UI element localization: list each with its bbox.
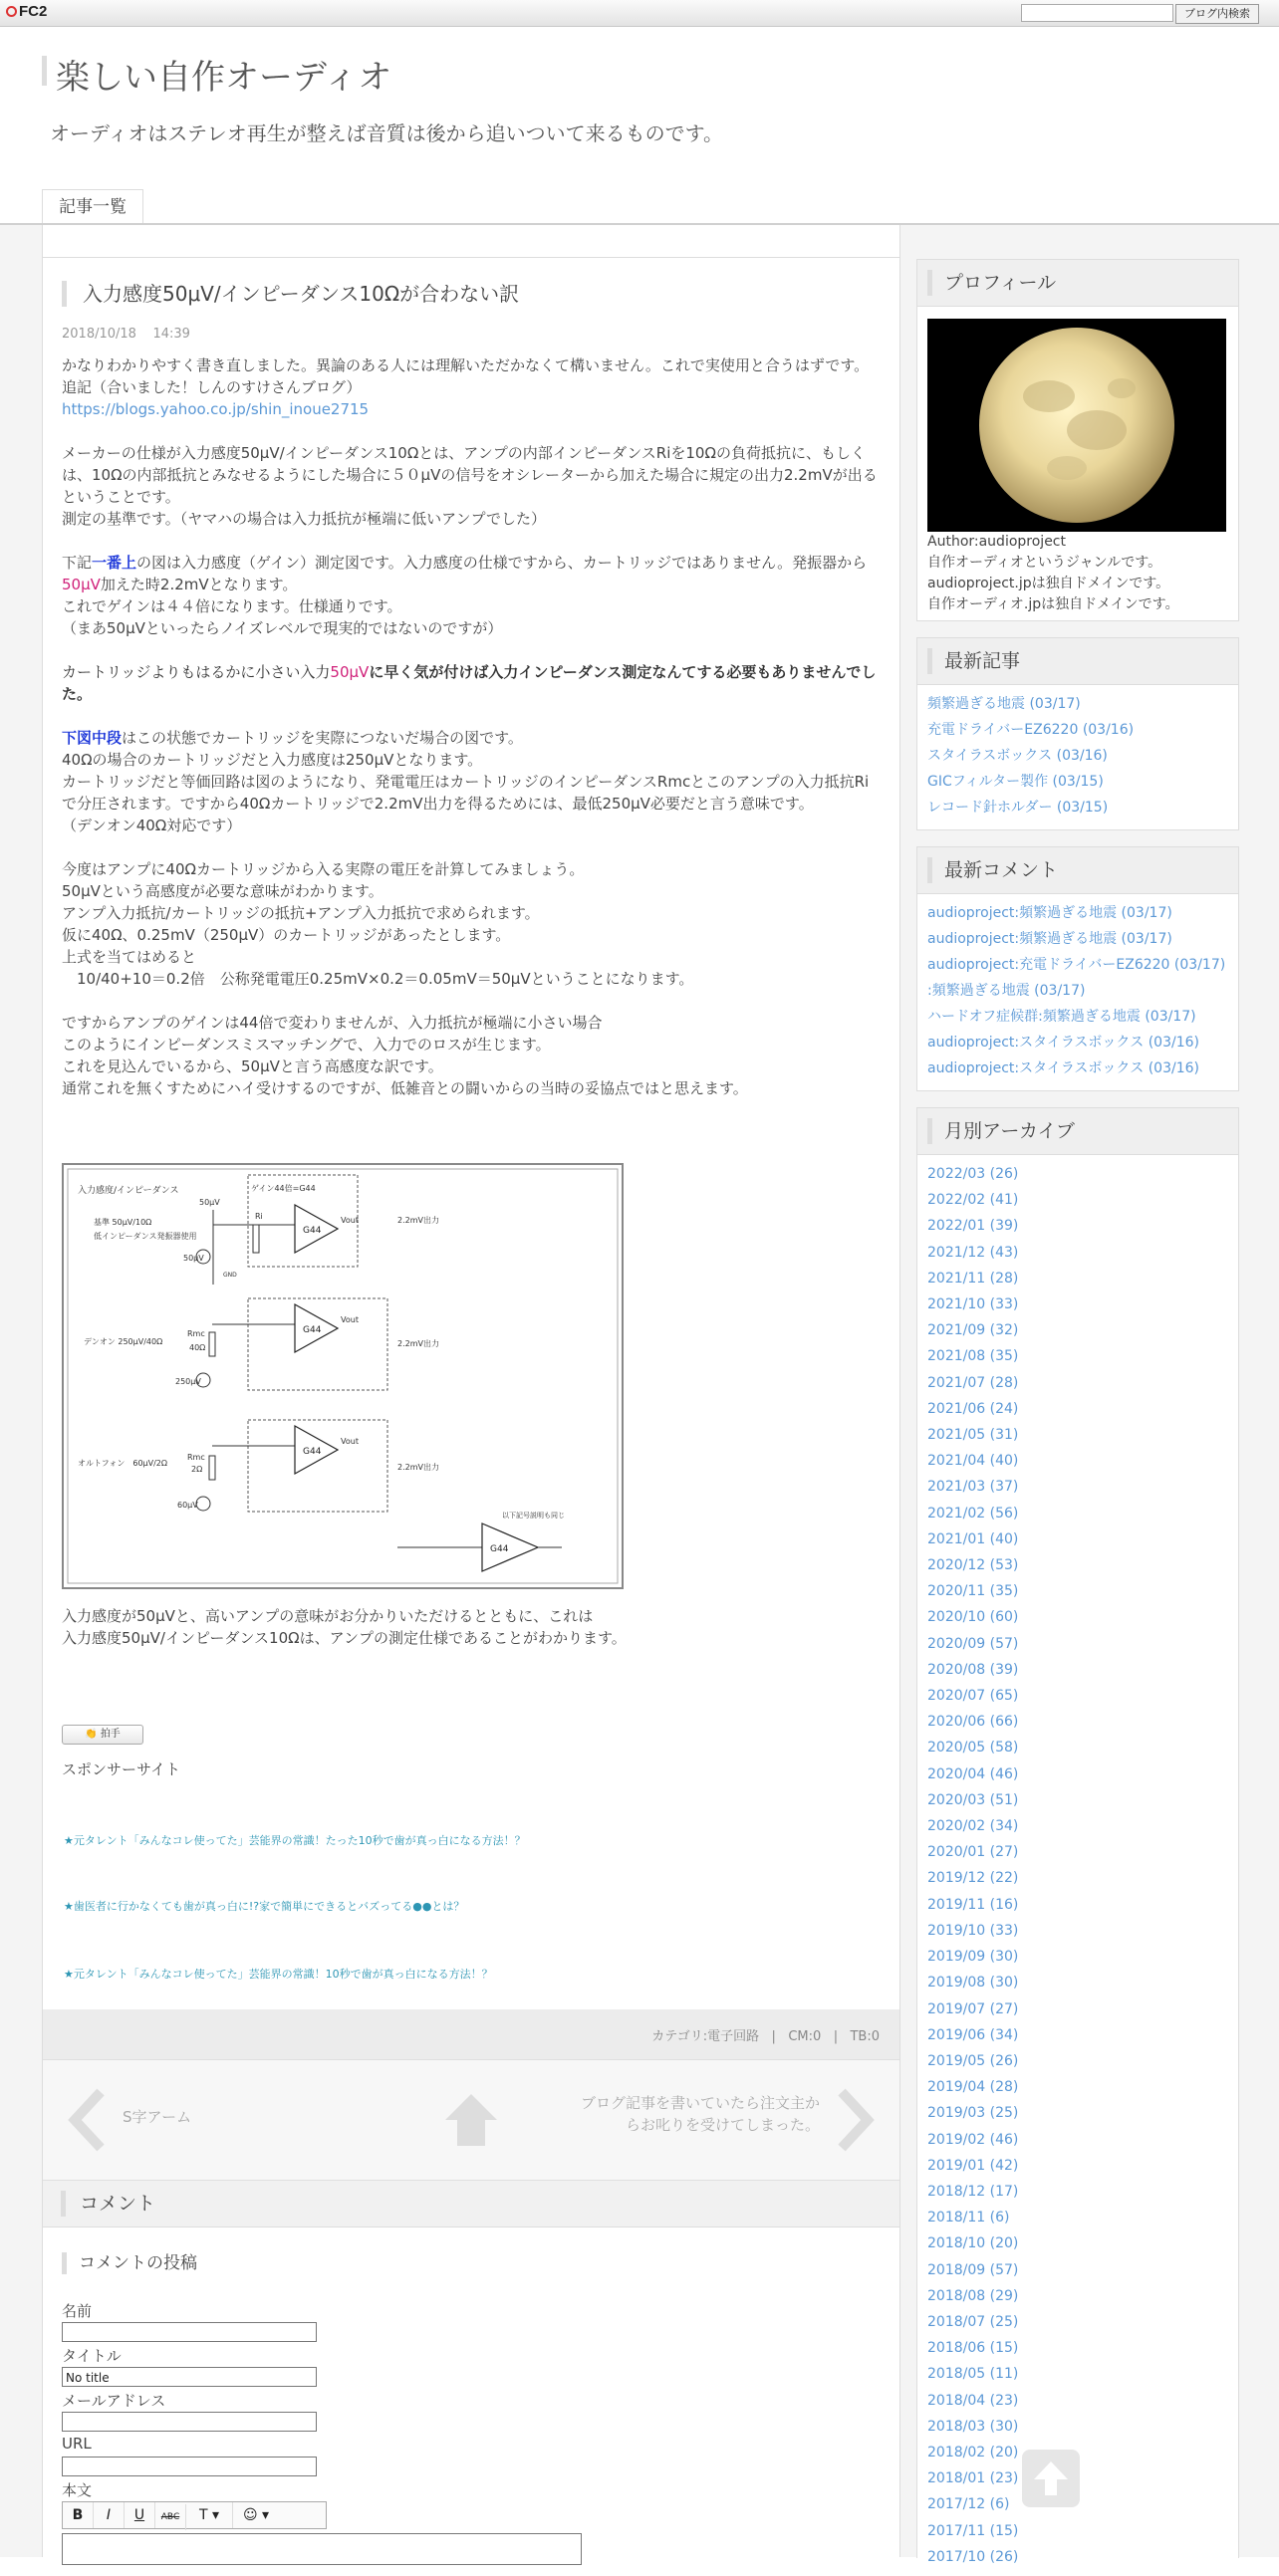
archive-heading: 月別アーカイブ: [927, 1118, 1075, 1144]
archive-month-link[interactable]: 2021/08 (35): [927, 1348, 1019, 1365]
archive-month-link-row: [927, 2388, 1228, 2414]
article-title[interactable]: 入力感度50μV/インピーダンス10Ωが合わない訳: [62, 281, 519, 307]
archive-month-link[interactable]: 2019/07 (27): [927, 2000, 1019, 2017]
archive-month-link[interactable]: 2018/04 (23): [927, 2392, 1019, 2409]
svg-text:Vout: Vout: [341, 1315, 359, 1324]
underline-button[interactable]: U: [125, 2502, 155, 2528]
chevron-left-icon[interactable]: [67, 2088, 107, 2152]
email-label: メールアドレス: [62, 2392, 166, 2410]
fc2-logo-icon: [6, 6, 17, 17]
emoji-dropdown[interactable]: ☺ ▾: [233, 2502, 279, 2528]
paragraph-text: 今度はアンプに40Ωカートリッジから入る実際の電圧を計算してみましょう。: [62, 860, 585, 878]
archive-month-link-row: [927, 1683, 1228, 1709]
archive-month-link[interactable]: 2021/05 (31): [927, 1427, 1019, 1444]
svg-text:G44: G44: [303, 1325, 322, 1335]
paragraph-text: 10/40+10＝0.2倍 公称発電電圧0.25mV×0.2＝0.05mV＝50μVということになります。: [62, 970, 694, 988]
title-label: タイトル: [62, 2347, 122, 2365]
diagram-label: 40Ω: [189, 1343, 206, 1352]
paragraph-text: 加えた時2.2mVとなります。: [100, 576, 298, 593]
fc2-logo-text: FC2: [19, 3, 48, 20]
diagram-label: 以下記号説明も同じ: [502, 1512, 565, 1520]
fc2-logo[interactable]: [6, 3, 47, 20]
left-gutter: [0, 225, 42, 2557]
paragraph-text: アンプ入力抵抗/カートリッジの抵抗+アンプ入力抵抗で求められます。: [62, 904, 540, 922]
article-date-value: 2018/10/18: [62, 327, 136, 342]
paragraph-text: 追記（合いました！しんのすけさんブログ）: [62, 378, 362, 396]
chevron-right-icon[interactable]: [836, 2088, 876, 2152]
archive-month-link[interactable]: 2019/06 (34): [927, 2026, 1019, 2043]
next-article-title: らお叱りを受けてしまった。: [625, 2116, 820, 2134]
bold-button[interactable]: B: [63, 2502, 94, 2528]
archive-month-link-row: [927, 2335, 1228, 2361]
diagram-label: G44: [303, 1226, 322, 1236]
recent-post-link-row: [927, 691, 1228, 717]
archive-month-link-row: [927, 1396, 1228, 1422]
archive-month-link-row: [927, 1604, 1228, 1630]
paragraph-text: （まあ50μVといったらノイズレベルで現実的ではないのですが）: [62, 619, 503, 637]
highlight-text: 一番上: [92, 554, 137, 572]
text-style-label: T: [198, 2507, 208, 2523]
meta-separator: |: [771, 2029, 776, 2044]
archive-month-link-row: [927, 1474, 1228, 1500]
archive-month-link-row: [927, 1578, 1228, 1604]
recent-post-link[interactable]: 頻繁過ぎる地震 (03/17): [927, 696, 1081, 712]
archive-month-link-row: [927, 2127, 1228, 2153]
name-label: 名前: [62, 2302, 93, 2320]
archive-month-link[interactable]: 2018/07 (25): [927, 2313, 1019, 2330]
archive-month-link[interactable]: 2018/02 (20): [927, 2444, 1019, 2460]
archive-month-link-row: [927, 1370, 1228, 1396]
archive-month-link-row: [927, 1839, 1228, 1865]
archive-month-link[interactable]: 2019/05 (26): [927, 2052, 1019, 2069]
recent-comment-link-row: [927, 952, 1228, 978]
archive-month-link[interactable]: 2020/03 (51): [927, 1791, 1019, 1808]
archive-month-link[interactable]: 2019/03 (25): [927, 2105, 1019, 2122]
archive-month-link-row: [927, 1187, 1228, 1213]
svg-text:2.2mV出力: 2.2mV出力: [397, 1463, 439, 1472]
profile-line: Author:audioproject: [927, 534, 1066, 550]
archive-month-link-row: [927, 1631, 1228, 1657]
recent-comments-list: [917, 894, 1238, 1087]
recent-posts-heading: 最新記事: [927, 648, 1020, 674]
archive-month-link[interactable]: 2020/04 (46): [927, 1765, 1019, 1782]
diagram-label: Vout: [341, 1216, 359, 1225]
archive-list: [917, 1155, 1238, 2576]
diagram-label: 2.2mV出力: [397, 1216, 439, 1225]
archive-month-link[interactable]: 2018/03 (30): [927, 2418, 1019, 2435]
diagram-label: GND: [223, 1272, 237, 1279]
comments-heading: コメント: [61, 2191, 155, 2217]
archive-month-link[interactable]: 2020/02 (34): [927, 1818, 1019, 1835]
archive-header: [917, 1108, 1238, 1155]
svg-text:Vout: Vout: [341, 1437, 359, 1446]
archive-month-link-row: [927, 2022, 1228, 2048]
url-label: URL: [62, 2435, 92, 2453]
article-conclusion: [62, 1605, 879, 1649]
profile-line: 自作オーディオ.jpは独自ドメインです。: [927, 596, 1179, 612]
url-input[interactable]: [62, 2457, 317, 2476]
archive-month-link[interactable]: 2020/07 (65): [927, 1688, 1019, 1705]
diagram-label: 2Ω: [191, 1465, 203, 1474]
paragraph-text: このようにインピーダンスミスマッチングで、入力でのロスが生じます。: [62, 1036, 551, 1054]
paragraph-text: 入力感度50μV/インピーダンス10Ωは、アンプの測定仕様であることがわかります。: [62, 1629, 627, 1647]
archive-month-link[interactable]: 2018/12 (17): [927, 2183, 1019, 2200]
blog-search-button[interactable]: ブログ内検索: [1175, 4, 1259, 24]
archive-month-link[interactable]: 2018/01 (23): [927, 2470, 1019, 2487]
paragraph-text: の図は入力感度（ゲイン）測定図です。入力感度の仕様ですから、カートリッジではありません。発振器から: [136, 554, 868, 572]
paragraph-text: これを見込んでいるから、50μVと言う高感度な訳です。: [62, 1057, 443, 1075]
paragraph-text: 仮に40Ω、0.25mV（250μV）のカートリッジがあったとします。: [62, 926, 511, 944]
paragraph-text: 上式を当てはめると: [62, 948, 197, 966]
archive-month-link[interactable]: 2019/01 (42): [927, 2157, 1019, 2174]
diagram-label: 基準 50μV/10Ω: [94, 1218, 152, 1227]
archive-month-link-row: [927, 2518, 1228, 2544]
blog-search-input[interactable]: [1021, 4, 1173, 22]
paragraph-text: 測定の基準です。（ヤマハの場合は入力抵抗が極端に低いアンプでした）: [62, 510, 547, 528]
archive-month-link[interactable]: 2019/09 (30): [927, 1949, 1019, 1966]
archive-month-link-row: [927, 2048, 1228, 2074]
archive-month-link[interactable]: 2021/03 (37): [927, 1479, 1019, 1496]
archive-month-link-row: [927, 1813, 1228, 1839]
archive-month-link[interactable]: 2017/12 (6): [927, 2496, 1010, 2513]
diagram-label: 入力感度/インピーダンス: [78, 1186, 179, 1196]
archive-month-link-row: [927, 2414, 1228, 2440]
diagram-label: 50μV: [183, 1254, 204, 1263]
archive-month-link-row: [927, 1526, 1228, 1552]
circuit-diagram-image[interactable]: [62, 1163, 624, 1589]
next-article-title: ブログ記事を書いていたら注文主か: [580, 2094, 820, 2112]
recent-comment-link[interactable]: audioproject:頻繁過ぎる地震 (03/17): [927, 905, 1172, 921]
archive-month-link-row: [927, 1266, 1228, 1291]
profile-widget: [916, 259, 1239, 621]
diagram-label: 60μV: [177, 1501, 198, 1510]
recent-comment-link-row: [927, 1030, 1228, 1055]
sponsor-heading: スポンサーサイト: [62, 1760, 180, 1778]
recent-comments-widget: [916, 846, 1239, 1091]
title-input[interactable]: No title: [62, 2367, 317, 2387]
comments-header: [43, 2181, 899, 2227]
blog-description: オーディオはステレオ再生が整えば音質は後から追いついて来るものです。: [50, 121, 723, 145]
recent-comment-link-row: [927, 1055, 1228, 1081]
recent-comment-link-row: [927, 1004, 1228, 1030]
main-header-divider: [42, 257, 900, 258]
archive-month-link[interactable]: 2021/01 (40): [927, 1530, 1019, 1547]
home-icon[interactable]: [441, 2090, 501, 2150]
archive-month-link-row: [927, 1657, 1228, 1683]
paragraph-text: カートリッジよりもはるかに小さい入力: [62, 663, 331, 681]
highlight-text: 50μV: [62, 576, 101, 593]
recent-post-link[interactable]: スタイラスボックス (03/16): [927, 748, 1108, 764]
archive-month-link[interactable]: 2019/04 (28): [927, 2079, 1019, 2096]
highlight-text: 50μV: [330, 663, 370, 681]
article-body: [62, 354, 879, 1121]
external-blog-link[interactable]: https://blogs.yahoo.co.jp/shin_inoue2715: [62, 400, 370, 418]
archive-month-link-row: [927, 1501, 1228, 1526]
archive-month-link-row: [927, 2257, 1228, 2283]
body-label: 本文: [62, 2481, 93, 2499]
archive-month-link-row: [927, 1552, 1228, 1578]
profile-line: audioproject.jpは独自ドメインです。: [927, 576, 1170, 591]
archive-month-link-row: [927, 2153, 1228, 2179]
archive-month-link-row: [927, 1448, 1228, 1474]
recent-comment-link-row: [927, 926, 1228, 952]
paragraph-text: カートリッジだと等価回路は図のようになり、発電電圧はカートリッジのインピーダンスRmcとこのアンプの入力抵抗Riで分圧されます。ですから40Ωカートリッジで2.2mV出力を得るためには、最低250μV必要だと言う意味です。: [62, 773, 870, 813]
archive-month-link-row: [927, 1213, 1228, 1239]
archive-month-link[interactable]: 2021/11 (28): [927, 1270, 1019, 1287]
category-link[interactable]: カテゴリ:電子回路: [651, 2029, 760, 2044]
paragraph-text: はこの状態でカートリッジを実際につないだ場合の図です。: [122, 729, 523, 747]
archive-month-link[interactable]: 2018/06 (15): [927, 2340, 1019, 2357]
archive-month-link[interactable]: 2021/02 (56): [927, 1505, 1019, 1522]
archive-month-link-row: [927, 1787, 1228, 1813]
recent-comment-link[interactable]: audioproject:スタイラスボックス (03/16): [927, 1060, 1199, 1076]
archive-month-link[interactable]: 2018/10 (20): [927, 2235, 1019, 2252]
recent-comment-link[interactable]: :頻繁過ぎる地震 (03/17): [927, 983, 1086, 999]
archive-month-link[interactable]: 2018/11 (6): [927, 2210, 1010, 2226]
article-meta-bar: [43, 2009, 899, 2059]
diagram-label: 250μV: [175, 1377, 201, 1386]
archive-month-link[interactable]: 2020/08 (39): [927, 1661, 1019, 1678]
comment-count-link[interactable]: CM:0: [788, 2029, 822, 2044]
profile-line: 自作オーディオというジャンルです。: [927, 555, 1162, 571]
archive-month-link-row: [927, 1761, 1228, 1787]
archive-month-link[interactable]: 2020/05 (58): [927, 1740, 1019, 1756]
profile-moon-image[interactable]: [927, 319, 1226, 532]
recent-posts-list: [917, 685, 1238, 826]
diagram-label: オルトフォン 60μV/2Ω: [78, 1459, 167, 1468]
archive-month-link[interactable]: 2020/12 (53): [927, 1557, 1019, 1574]
archive-month-link[interactable]: 2019/11 (16): [927, 1896, 1019, 1913]
archive-month-link[interactable]: 2018/05 (11): [927, 2366, 1019, 2383]
title-accent-bar: [42, 56, 47, 86]
comment-format-toolbar: [62, 2501, 327, 2529]
paragraph-text: 40Ωの場合のカートリッジだと入力感度は250μVとなります。: [62, 751, 483, 769]
profile-heading: プロフィール: [927, 270, 1056, 296]
archive-month-link-row: [927, 1422, 1228, 1448]
prev-article-link[interactable]: S字アーム: [123, 2108, 192, 2126]
paragraph-text: これでゲインは４４倍になります。仕様通りです。: [62, 597, 402, 615]
archive-month-link-row: [927, 2100, 1228, 2126]
archive-month-link[interactable]: 2019/08 (30): [927, 1975, 1019, 1991]
text-style-dropdown[interactable]: T ▾: [186, 2502, 233, 2528]
sponsor-ad-link[interactable]: ★元タレント「みんなコレ使ってた」芸能界の常識！たった10秒で歯が真っ白になる方法！？: [64, 1834, 526, 1847]
nav-article-list[interactable]: 記事一覧: [42, 189, 143, 224]
diagram-label: 50μV: [199, 1198, 220, 1207]
archive-month-link[interactable]: 2018/08 (29): [927, 2287, 1019, 2304]
archive-month-link[interactable]: 2022/02 (41): [927, 1192, 1019, 1209]
diagram-label: 低インピーダンス発振器使用: [94, 1232, 197, 1241]
recent-comment-link[interactable]: audioproject:スタイラスボックス (03/16): [927, 1035, 1199, 1051]
back-to-top-button[interactable]: [1022, 2450, 1080, 2507]
paragraph-text: 下記: [62, 554, 93, 572]
archive-month-link[interactable]: 2021/07 (28): [927, 1374, 1019, 1391]
recent-post-link-row: [927, 769, 1228, 795]
archive-month-link-row: [927, 2283, 1228, 2309]
archive-month-link-row: [927, 2309, 1228, 2335]
archive-month-link[interactable]: 2019/10 (33): [927, 1922, 1019, 1939]
archive-month-link[interactable]: 2021/09 (32): [927, 1322, 1019, 1339]
article-pager: [43, 2059, 899, 2181]
archive-month-link[interactable]: 2019/12 (22): [927, 1870, 1019, 1887]
paragraph-text: ですからアンプのゲインは44倍で変わりませんが、入力抵抗が極端に小さい場合: [62, 1014, 603, 1032]
archive-month-link[interactable]: 2020/01 (27): [927, 1844, 1019, 1861]
archive-month-link-row: [927, 1343, 1228, 1369]
archive-month-link-row: [927, 1709, 1228, 1735]
archive-month-link[interactable]: 2020/10 (60): [927, 1609, 1019, 1626]
arrow-up-icon: [1022, 2450, 1080, 2507]
emoji-icon: ☺: [242, 2507, 258, 2523]
next-article-link[interactable]: [581, 2092, 820, 2136]
blog-title[interactable]: 楽しい自作オーディオ: [56, 58, 392, 98]
diagram-label: Rmc: [187, 1329, 205, 1338]
recent-comment-link-row: [927, 978, 1228, 1004]
recent-post-link[interactable]: 充電ドライバーEZ6220 (03/16): [927, 722, 1135, 738]
name-input[interactable]: [62, 2322, 317, 2342]
highlight-text: 下図中段: [62, 729, 123, 747]
paragraph-text: かなりわかりやすく書き直しました。異論のある人には理解いただかなくて構いません。これで実使用と合うはずです。: [62, 356, 870, 374]
diagram-label: ゲイン44倍=G44: [251, 1184, 316, 1193]
fc2-toolbar: [0, 0, 1279, 27]
svg-text:G44: G44: [490, 1544, 509, 1554]
archive-month-link[interactable]: 2018/09 (57): [927, 2261, 1019, 2278]
archive-month-link[interactable]: 2020/11 (35): [927, 1583, 1019, 1600]
archive-month-link-row: [927, 1291, 1228, 1317]
recent-comments-header: [917, 847, 1238, 894]
archive-month-link[interactable]: 2021/04 (40): [927, 1453, 1019, 1470]
recent-posts-header: [917, 638, 1238, 685]
archive-month-link[interactable]: 2019/02 (46): [927, 2131, 1019, 2148]
diagram-label: デンオン 250μV/40Ω: [84, 1337, 163, 1346]
recent-post-link-row: [927, 743, 1228, 769]
paragraph-text: メーカーの仕様が入力感度50μV/インピーダンス10Ωとは、アンプの内部インピーダンスRiを10Ωの負荷抵抗に、もしくは、10Ωの内部抵抗とみなせるようにした場合に５０μVの信号をオシレーターから加えた場合に規定の出力2.2mVが出るということです。: [62, 444, 878, 506]
archive-month-link[interactable]: 2020/09 (57): [927, 1635, 1019, 1652]
profile-text: [917, 532, 1238, 625]
sponsor-ad-link[interactable]: ★元タレント「みんなコレ使ってた」芸能界の常識！10秒で歯が真っ白になる方法！？: [64, 1968, 493, 1981]
clap-button[interactable]: 👏 拍手: [62, 1725, 143, 1745]
archive-month-link-row: [927, 1317, 1228, 1343]
archive-month-link-row: [927, 1996, 1228, 2022]
recent-comments-heading: 最新コメント: [927, 857, 1058, 883]
trackback-count-link[interactable]: TB:0: [850, 2029, 880, 2044]
archive-month-link[interactable]: 2021/10 (33): [927, 1296, 1019, 1313]
archive-month-link-row: [927, 1161, 1228, 1187]
archive-month-link-row: [927, 1918, 1228, 1944]
recent-post-link[interactable]: GICフィルター製作 (03/15): [927, 774, 1104, 790]
archive-month-link[interactable]: 2017/10 (26): [927, 2548, 1019, 2565]
recent-comment-link[interactable]: audioproject:頻繁過ぎる地震 (03/17): [927, 931, 1172, 947]
comment-body-textarea[interactable]: [62, 2533, 582, 2565]
archive-month-link[interactable]: 2021/06 (24): [927, 1400, 1019, 1417]
paragraph-text: 入力感度が50μVと、高いアンプの意味がお分かりいただけるとともに、これは: [62, 1607, 594, 1625]
archive-month-link[interactable]: 2022/01 (39): [927, 1218, 1019, 1235]
svg-text:G44: G44: [303, 1447, 322, 1457]
article-time: 14:39: [152, 327, 190, 342]
archive-month-link-row: [927, 1970, 1228, 1995]
archive-month-link-row: [927, 2230, 1228, 2256]
paragraph-text: に早く気が付けば入力インピーダンス測定なんてする必要もありませんでした。: [62, 663, 877, 703]
paragraph-text: 50μVという高感度が必要な意味がわかります。: [62, 882, 384, 900]
recent-post-link[interactable]: レコード針ホルダー (03/15): [927, 800, 1109, 816]
meta-separator: |: [833, 2029, 839, 2044]
archive-month-link[interactable]: 2020/06 (66): [927, 1714, 1019, 1731]
archive-month-link-row: [927, 2205, 1228, 2230]
archive-month-link-row: [927, 1240, 1228, 1266]
paragraph-text: （デンオン40Ω対応です）: [62, 817, 242, 834]
archive-month-link[interactable]: 2022/03 (26): [927, 1166, 1019, 1182]
archive-month-link[interactable]: 2017/11 (15): [927, 2522, 1019, 2539]
recent-comment-link[interactable]: audioproject:充電ドライバーEZ6220 (03/17): [927, 957, 1226, 973]
diagram-label: Ri: [255, 1212, 263, 1221]
strike-button[interactable]: ABC: [155, 2504, 186, 2530]
recent-posts-widget: [916, 637, 1239, 830]
archive-month-link[interactable]: 2021/12 (43): [927, 1244, 1019, 1261]
recent-comment-link[interactable]: ハードオフ症候群:頻繁過ぎる地震 (03/17): [927, 1009, 1196, 1025]
archive-month-link-row: [927, 2361, 1228, 2387]
clap-label: 拍手: [100, 1729, 121, 1740]
recent-comment-link-row: [927, 900, 1228, 926]
article-date: [62, 327, 190, 342]
sponsor-ad-link[interactable]: ★歯医者に行かなくても歯が真っ白に!?家で簡単にできるとバズってる●●とは？: [64, 1900, 465, 1913]
italic-button[interactable]: I: [94, 2502, 125, 2528]
paragraph-text: 通常これを無くすためにハイ受けするのですが、低雑音との闘いからの当時の妥協点ではと思えます。: [62, 1079, 748, 1097]
archive-month-link-row: [927, 1735, 1228, 1760]
archive-month-link-row: [927, 2074, 1228, 2100]
recent-post-link-row: [927, 795, 1228, 820]
email-input[interactable]: [62, 2412, 317, 2432]
profile-header: [917, 260, 1238, 307]
svg-text:Rmc: Rmc: [187, 1453, 205, 1462]
archive-month-link-row: [927, 1892, 1228, 1918]
archive-widget: [916, 1107, 1239, 2565]
archive-month-link-row: [927, 1865, 1228, 1891]
post-comment-heading: コメントの投稿: [62, 2252, 197, 2274]
svg-text:2.2mV出力: 2.2mV出力: [397, 1339, 439, 1348]
recent-post-link-row: [927, 717, 1228, 743]
archive-month-link-row: [927, 2179, 1228, 2205]
archive-month-link-row: [927, 1944, 1228, 1970]
